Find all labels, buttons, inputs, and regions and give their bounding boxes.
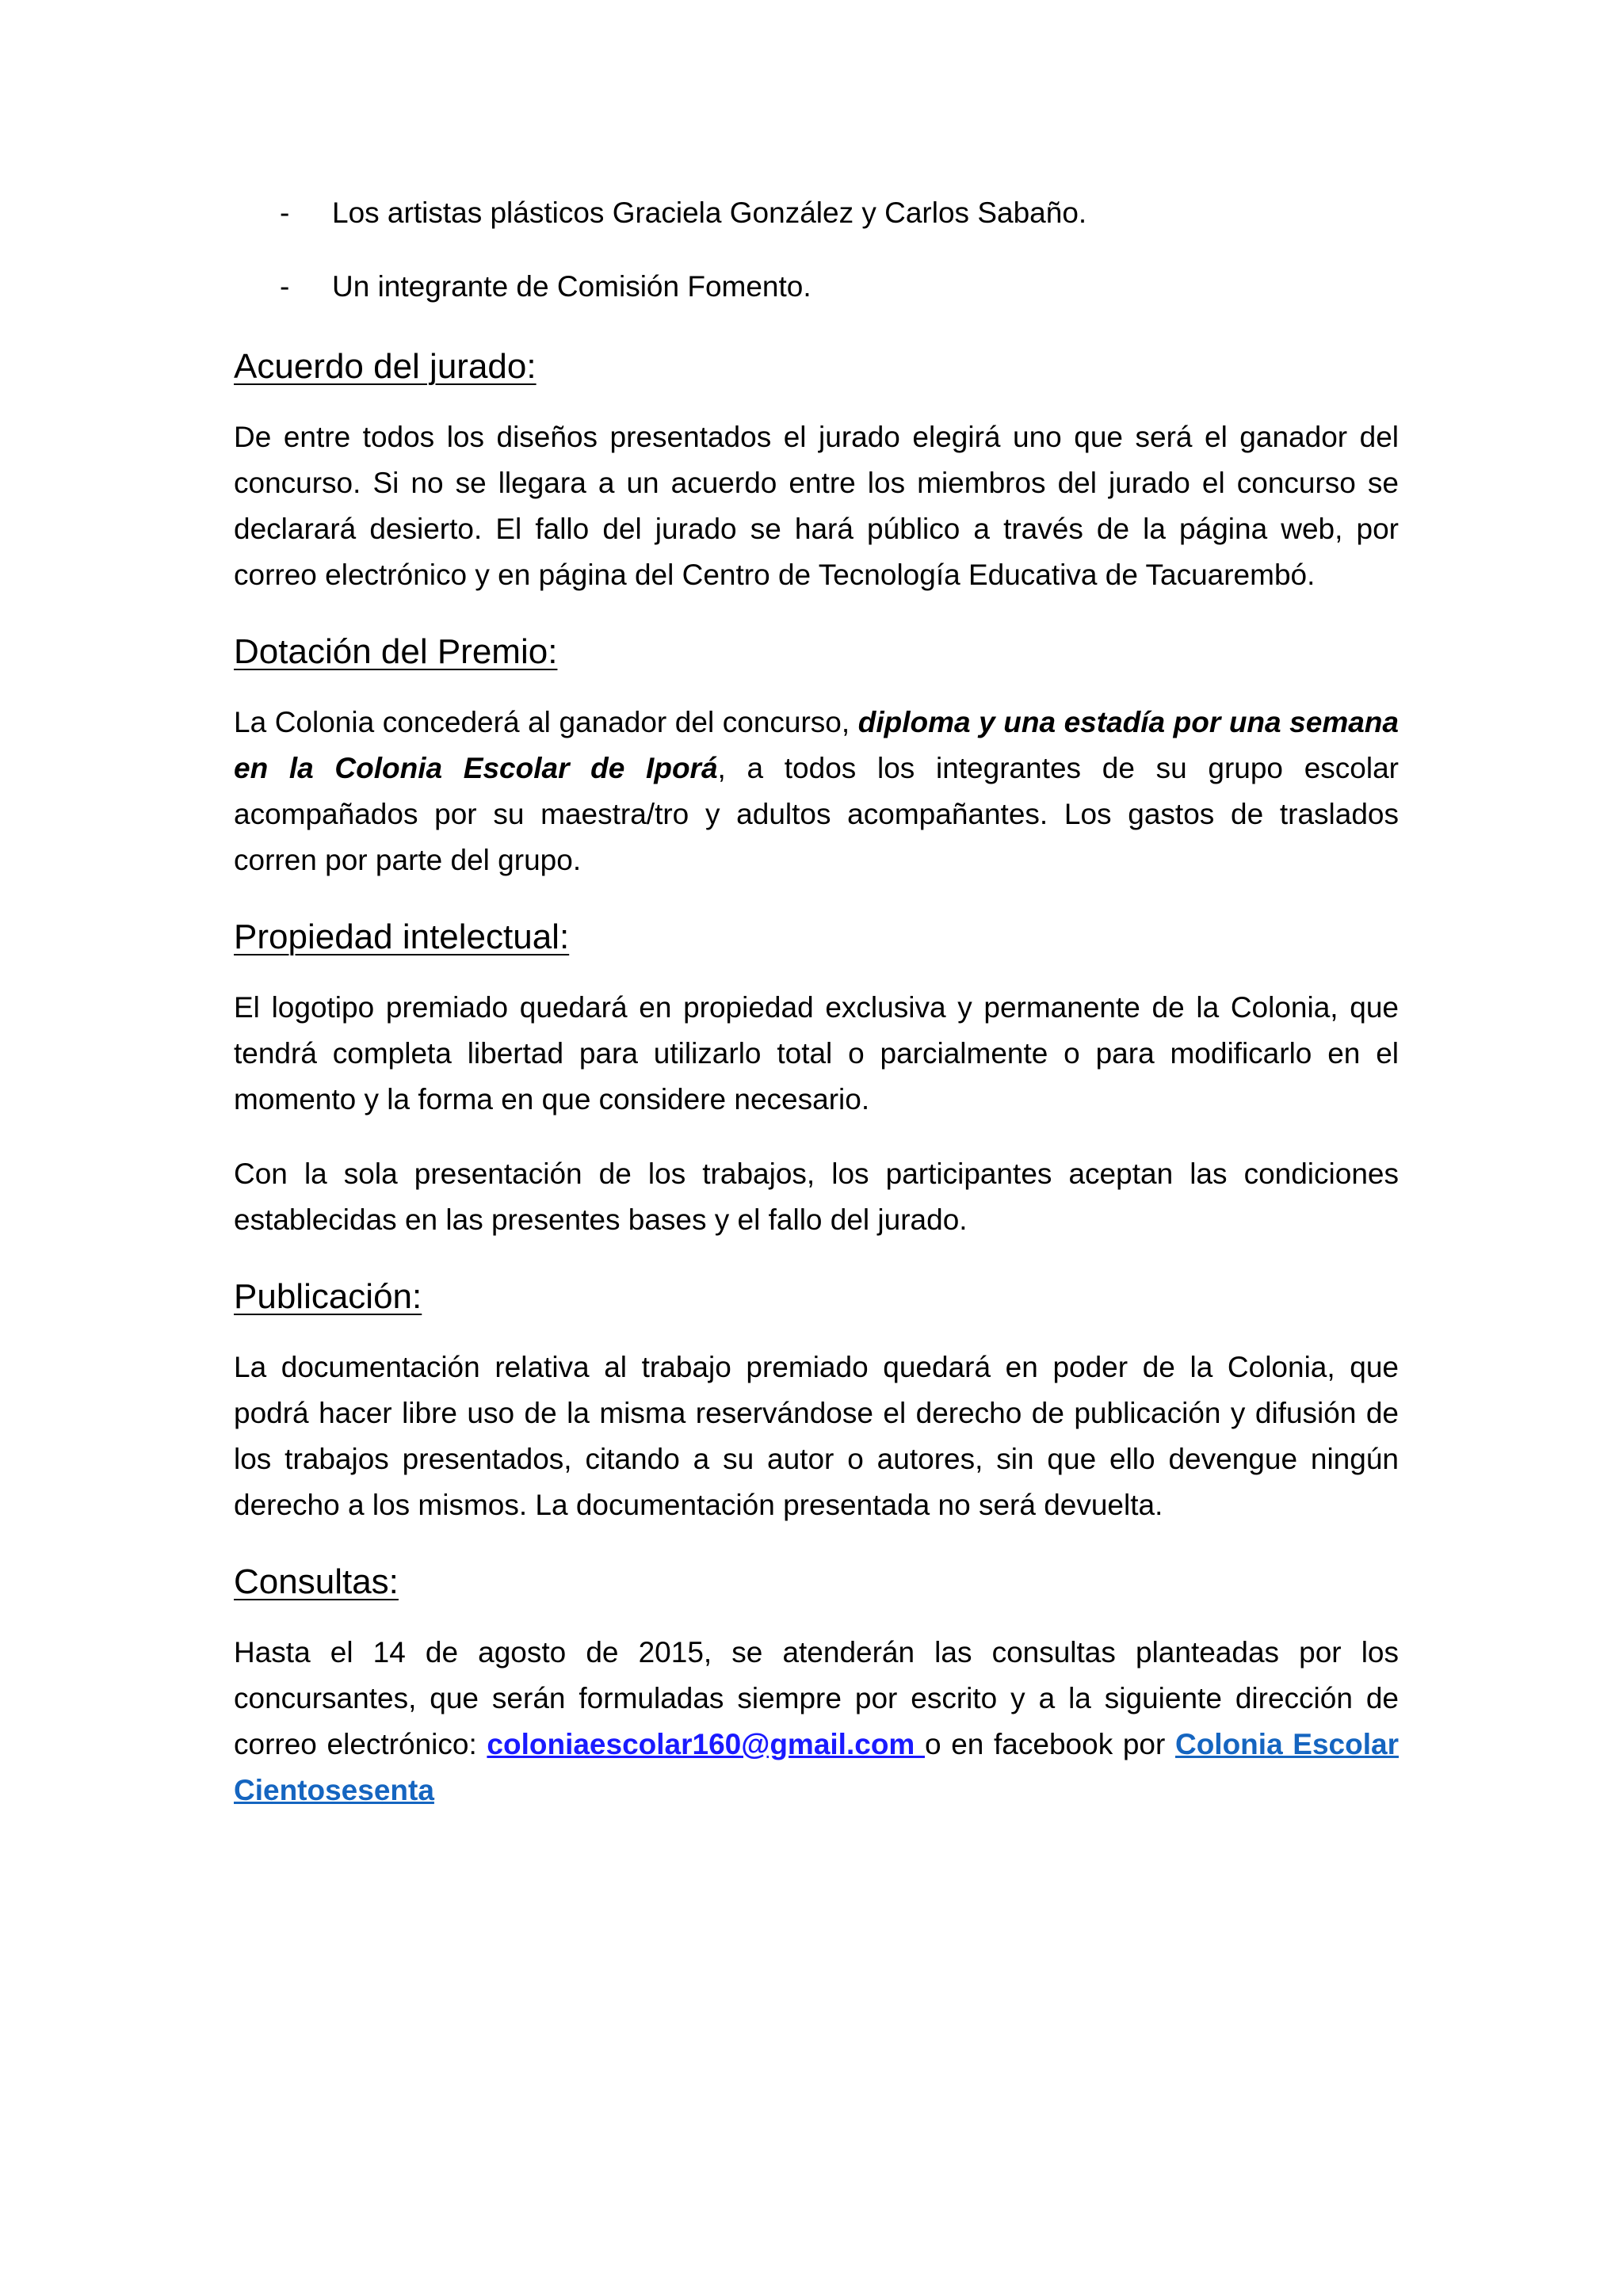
dotacion-text-start: La Colonia concederá al ganador del concurso, xyxy=(234,706,858,738)
acuerdo-paragraph: De entre todos los diseños presentados el jurado elegirá uno que será el ganador del concurso. Si no se llegara a un acuerdo entre los miembros del jurado el concurso se declarará desierto. El fallo del jurado se hará público a través de la página web, por correo electrónico y en página del Centro de Tecnología Educativa de Tacuarembó. xyxy=(234,421,1399,591)
section-heading-propiedad: Propiedad intelectual: xyxy=(234,917,570,956)
propiedad-paragraph-2: Con la sola presentación de los trabajos, los participantes aceptan las condiciones establecidas en las presentes bases y el fallo del jurado. xyxy=(234,1158,1399,1236)
email-link[interactable]: coloniaescolar160@gmail.com xyxy=(487,1728,925,1760)
consultas-paragraph xyxy=(234,1630,1399,1814)
consultas-text-start: Hasta el 14 de agosto de 2015, se atenderán las consultas planteadas por los concursantes, que serán formuladas siempre por escrito y a la siguiente dirección de correo electrónico: xyxy=(234,1636,1399,1760)
dotacion-prize-emphasis: diploma y una estadía por una semana en la Colonia Escolar de Iporá xyxy=(234,706,1399,784)
bullet-item xyxy=(234,264,1399,310)
dotacion-paragraph xyxy=(234,700,1399,883)
section-heading-dotacion: Dotación del Premio: xyxy=(234,632,558,671)
facebook-link[interactable]: Colonia Escolar Cientosesenta xyxy=(234,1728,1399,1806)
consultas-text-middle: o en facebook por xyxy=(924,1728,1175,1760)
section-heading-publicacion: Publicación: xyxy=(234,1277,422,1316)
bullet-item xyxy=(234,190,1399,236)
bullet-marker: - xyxy=(280,196,290,229)
propiedad-paragraph-1: El logotipo premiado quedará en propiedad exclusiva y permanente de la Colonia, que tendrá completa libertad para utilizarlo total o parcialmente o para modificarlo en el momento y la forma en que considere necesario. xyxy=(234,991,1399,1116)
bullet-text: Los artistas plásticos Graciela González y Carlos Sabaño. xyxy=(332,196,1087,229)
document-page xyxy=(234,190,1399,1842)
section-heading-consultas: Consultas: xyxy=(234,1562,399,1601)
dotacion-text-end: , a todos los integrantes de su grupo escolar acompañados por su maestra/tro y adultos acompañantes. Los gastos de traslados corren por parte del grupo. xyxy=(234,752,1399,876)
section-heading-acuerdo: Acuerdo del jurado: xyxy=(234,347,537,386)
publicacion-paragraph: La documentación relativa al trabajo premiado quedará en poder de la Colonia, que podrá hacer libre uso de la misma reservándose el derecho de publicación y difusión de los trabajos presentados, citando a su autor o autores, sin que ello devengue ningún derecho a los mismos. La documentación presentada no será devuelta. xyxy=(234,1351,1399,1521)
bullet-marker: - xyxy=(280,270,290,303)
bullet-text: Un integrante de Comisión Fomento. xyxy=(332,270,812,303)
